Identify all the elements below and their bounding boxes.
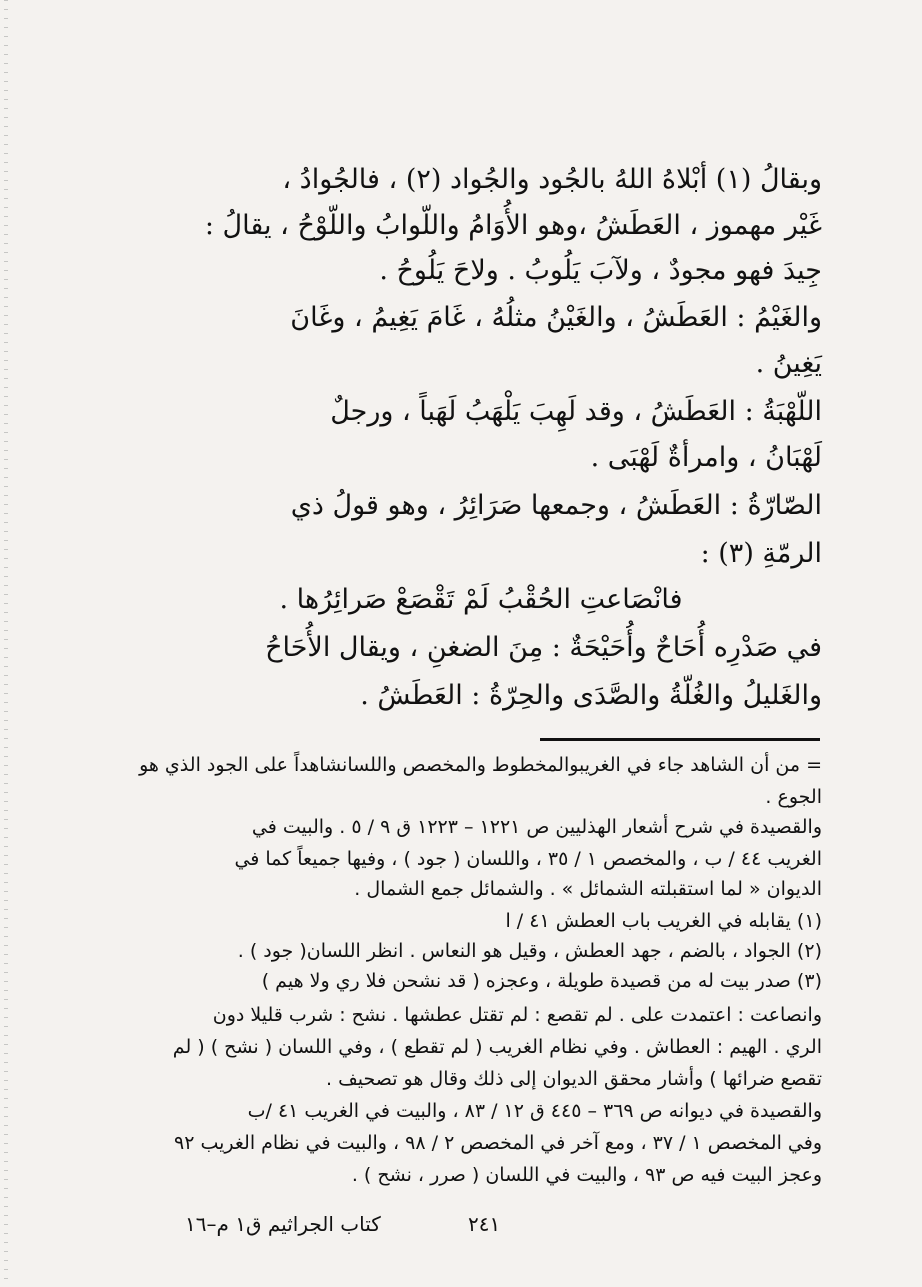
page-number: ٢٤١ <box>468 1212 501 1236</box>
main-text-line: الرمّةِ (٣) : <box>700 538 822 569</box>
main-text-line: يَغِينُ . <box>755 348 822 379</box>
footnote-separator <box>540 738 820 741</box>
binding-edge-marks <box>4 0 8 1287</box>
main-text-line: اللّهْبَةُ : العَطَشُ ، وقد لَهِبَ يَلْهَبُ لَهَباً ، ورجلٌ <box>330 396 822 427</box>
footnote-line: (٣) صدر بيت له من قصيدة طويلة ، وعجزه ( قد نشحن فلا ري ولا هيم ) <box>261 970 822 992</box>
main-text-line: في صَدْرِه أُحَاحٌ وأُحَيْحَةٌ : مِنَ الضغنِ ، ويقال الأُحَاحُ <box>265 632 822 663</box>
footnote-line: الري . الهيم : العطاش . وفي نظام الغريب ( لم تقطع ) ، وفي اللسان ( نشح ) ( لم <box>172 1036 822 1058</box>
footnote-line: تقصع ضرائها ) وأشار محقق الديوان إلى ذلك وقال هو تصحيف . <box>325 1068 822 1090</box>
footnote-line: وفي المخصص ١ / ٣٧ ، ومع آخر في المخصص ٢ / ٩٨ ، والبيت في نظام الغريب ٩٢ <box>173 1132 822 1154</box>
main-text-line: والغَيْمُ : العَطَشُ ، والغَيْنُ مثلُهُ ، غَامَ يَغِيمُ ، وغَانَ <box>290 302 822 333</box>
footnote-line: الغريب ٤٤ / ب ، والمخصص ١ / ٣٥ ، واللسان ( جود ) ، وفيها جميعاً كما في <box>234 848 822 870</box>
main-text-line: لَهْبَانُ ، وامرأةٌ لَهْبَى . <box>590 442 822 473</box>
footnote-line: والقصيدة في شرح أشعار الهذليين ص ١٢٢١ – ١٢٢٣ ق ٩ / ٥ . والبيت في <box>251 816 822 838</box>
main-text-line: وبقالُ (١) أبْلاهُ اللهُ بالجُود والجُواد (٢) ، فالجُوادُ ، <box>282 164 822 195</box>
main-text-line: والغَليلُ والغُلّةُ والصَّدَى والحِرّةُ : العَطَشُ . <box>360 680 822 711</box>
main-text-line: غَيْر مهموز ، العَطَشُ ،وهو الأُوَامُ واللّوابُ واللّوْحُ ، يقالُ : <box>204 210 822 241</box>
footnote-line: الجوع . <box>765 786 822 808</box>
footnote-line: والقصيدة في ديوانه ص ٣٦٩ – ٤٤٥ ق ١٢ / ٨٣ ، والبيت في الغريب ٤١ /ب <box>247 1100 822 1122</box>
book-signature: كتاب الجراثيم ق١ م–١٦ <box>185 1212 381 1236</box>
footnote-line: (٢) الجواد ، بالضم ، جهد العطش ، وقيل هو النعاس . انظر اللسان( جود ) . <box>237 940 822 962</box>
footnote-line: = من أن الشاهد جاء في الغريبوالمخطوط والمخصص واللسانشاهداً على الجود الذي هو <box>139 754 822 776</box>
footnote-line: الديوان « لما استقبلته الشمائل » . والشمائل جمع الشمال . <box>354 878 822 900</box>
footnote-line: وعجز البيت فيه ص ٩٣ ، والبيت في اللسان ( صرر ، نشح ) . <box>351 1164 822 1186</box>
main-text-line: الصّارّةُ : العَطَشُ ، وجمعها صَرَائِرُ ، وهو قولُ ذي <box>290 490 822 521</box>
verse-line: فانْصَاعتِ الحُقْبُ لَمْ تَقْصَعْ صَرائِرُها . <box>279 584 683 615</box>
footnote-line: وانصاعت : اعتمدت على . لم تقصع : لم تقتل عطشها . نشح : شرب قليلا دون <box>212 1004 822 1026</box>
footnote-line: (١) يقابله في الغريب باب العطش ٤١ / ا <box>505 910 822 932</box>
main-text-line: جِيدَ فهو مجودٌ ، ولآبَ يَلُوبُ . ولاحَ يَلُوحُ . <box>379 255 822 286</box>
